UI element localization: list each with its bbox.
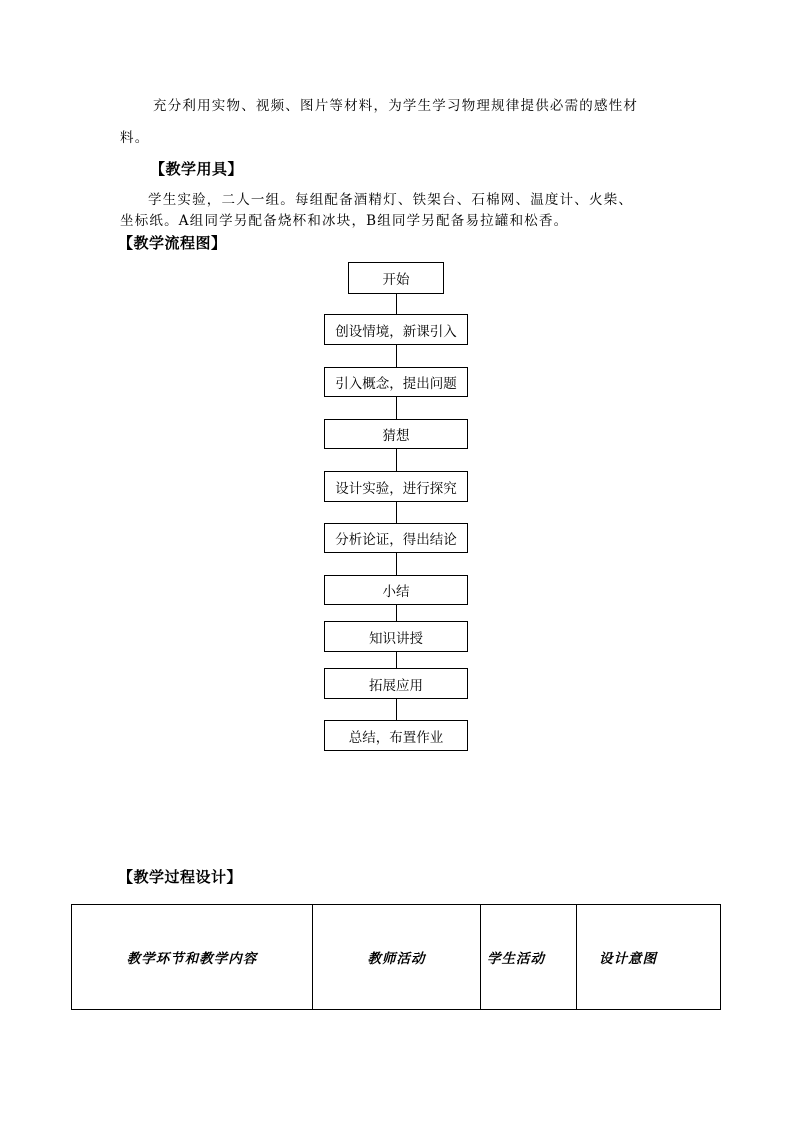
process-table <box>71 904 721 1010</box>
table-header-row <box>72 905 721 1010</box>
flow-connector <box>396 605 397 621</box>
flow-step: 拓展应用 <box>324 668 468 699</box>
flow-step: 开始 <box>348 262 444 294</box>
flowchart-heading: 【教学流程图】 <box>118 234 227 252</box>
flow-connector <box>396 652 397 668</box>
tools-line-2: 坐标纸。A组同学另配备烧杯和冰块，B组同学另配备易拉罐和松香。 <box>120 213 569 229</box>
flow-connector <box>396 397 397 419</box>
tools-heading: 【教学用具】 <box>150 160 244 178</box>
column-header: 教师活动 <box>313 905 481 1010</box>
flow-step: 小结 <box>324 575 468 605</box>
flow-step: 总结，布置作业 <box>324 720 468 751</box>
flow-connector <box>396 449 397 471</box>
intro-line-2: 料。 <box>120 130 150 146</box>
column-header: 设计意图 <box>577 905 721 1010</box>
flow-step: 知识讲授 <box>324 621 468 652</box>
flow-step: 猜想 <box>324 419 468 449</box>
tools-line-1: 学生实验，二人一组。每组配备酒精灯、铁架台、石棉网、温度计、火柴、 <box>148 192 634 208</box>
column-header: 教学环节和教学内容 <box>72 905 313 1010</box>
flow-step: 分析论证，得出结论 <box>324 523 468 553</box>
flow-step: 设计实验，进行探究 <box>324 471 468 502</box>
process-heading: 【教学过程设计】 <box>118 868 243 886</box>
column-header: 学生活动 <box>481 905 577 1010</box>
flow-connector <box>396 345 397 367</box>
flow-connector <box>396 699 397 720</box>
flow-connector <box>396 502 397 523</box>
intro-line-1: 充分利用实物、视频、图片等材料，为学生学习物理规律提供必需的感性材 <box>153 98 639 114</box>
flow-connector <box>396 553 397 575</box>
flow-step: 引入概念，提出问题 <box>324 367 468 397</box>
flow-step: 创设情境，新课引入 <box>324 314 468 345</box>
flow-connector <box>396 294 397 314</box>
